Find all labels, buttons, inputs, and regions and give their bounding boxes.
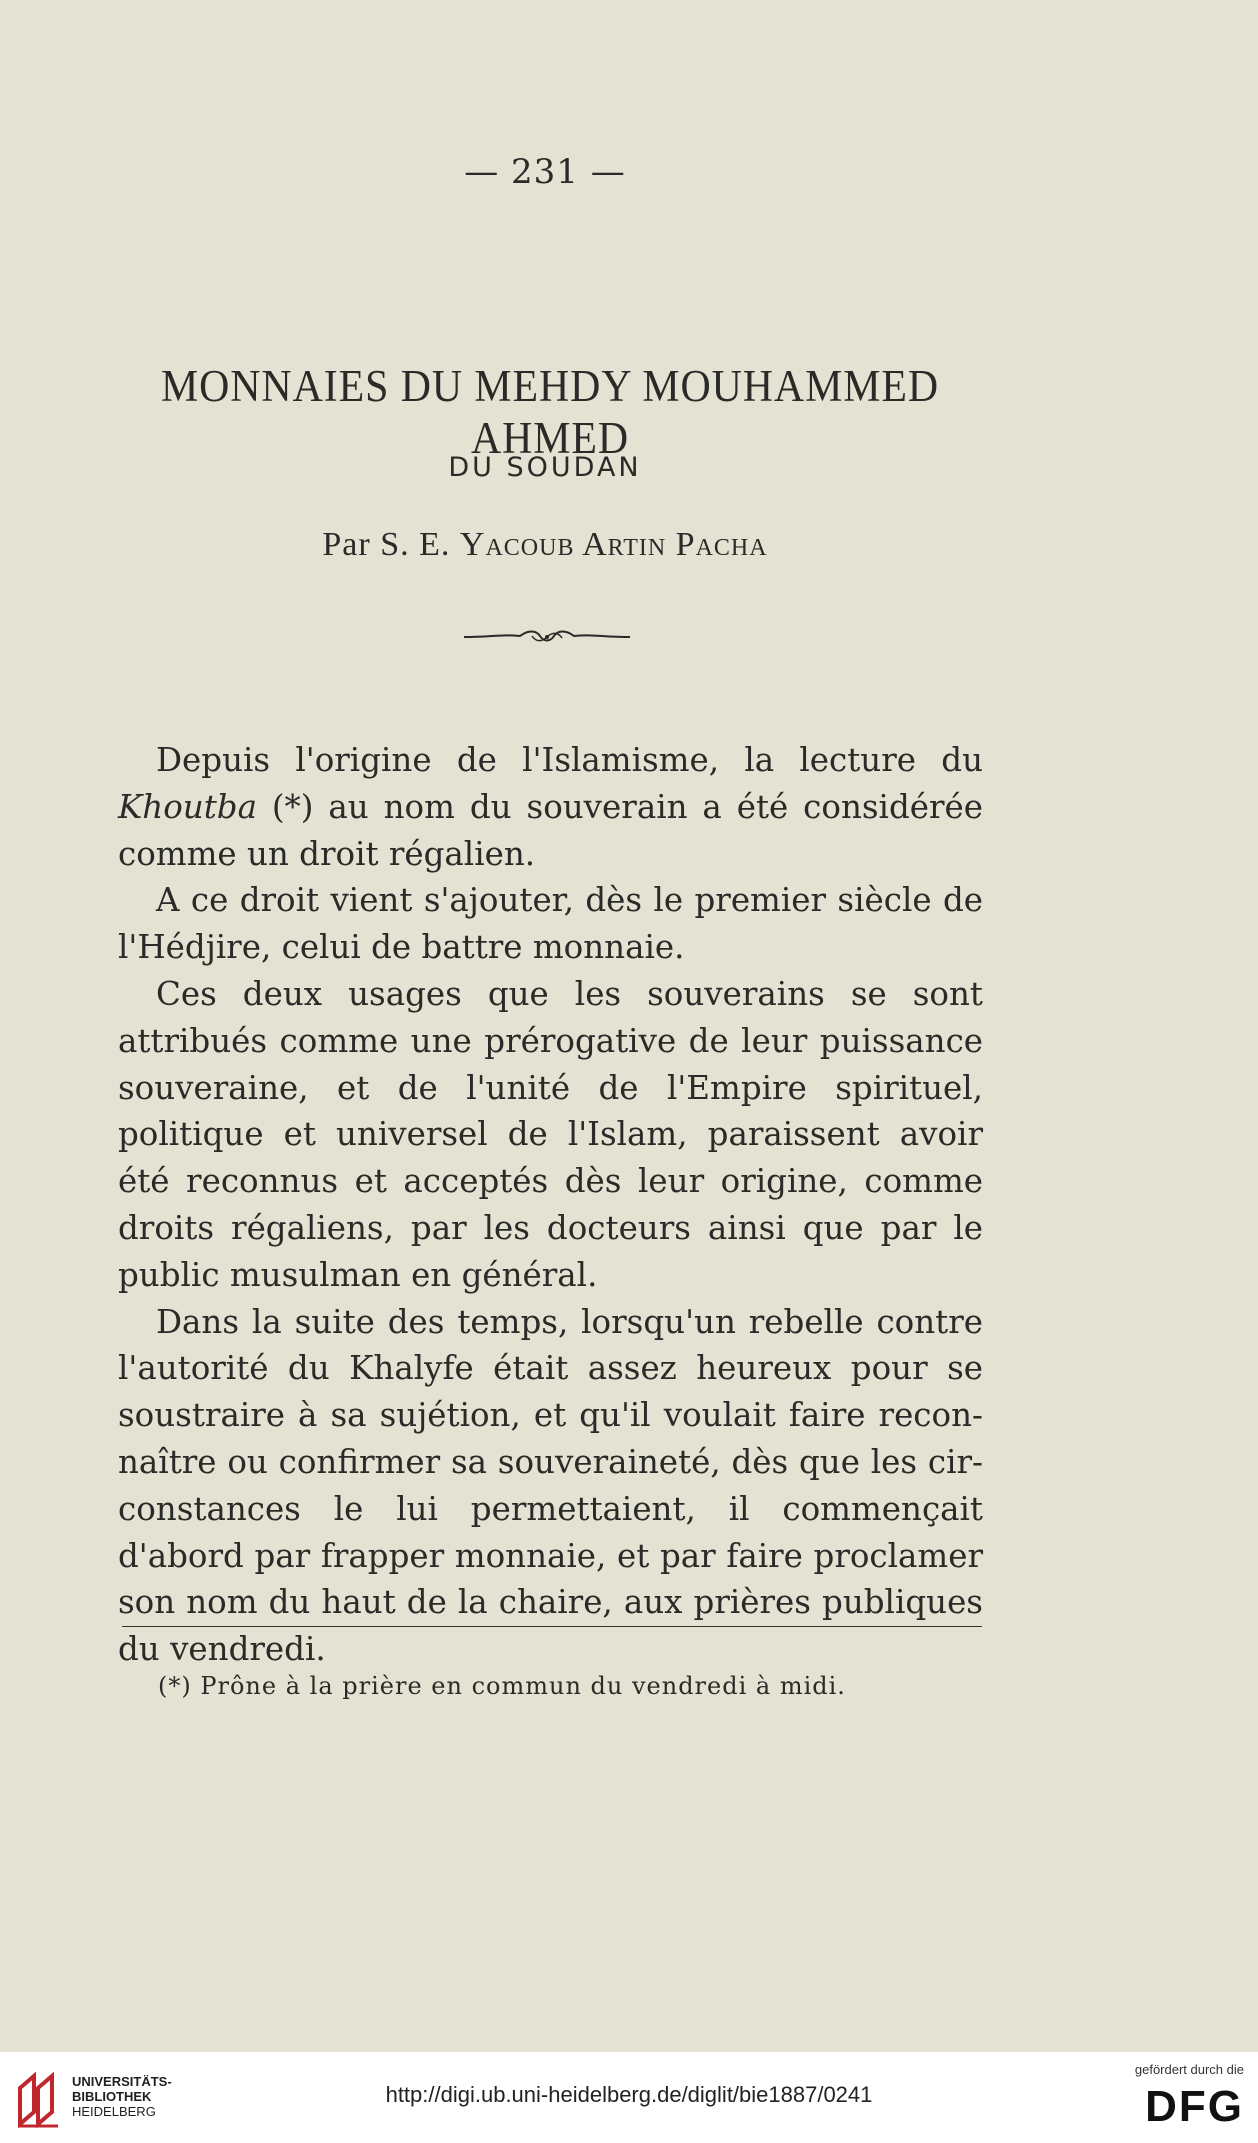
author-name: Yacoub Artin Pacha bbox=[459, 526, 768, 563]
article-subtitle: DU SOUDAN bbox=[448, 452, 642, 483]
paragraph-1-end: au nom du souverain a été considérée comme un droit régalien. bbox=[118, 787, 983, 873]
article-body bbox=[118, 737, 983, 1673]
paragraph-2: A ce droit vient s'ajouter, dès le premier siècle de l'Hédjire, celui de battre monnaie. bbox=[118, 881, 983, 967]
paragraph-4: Dans la suite des temps, lorsqu'un rebelle contre l'autorité du Khalyfe était assez heureux pour se soustraire à sa sujétion, et qu'il voulait faire reconnaître ou confirmer sa souveraineté, dès que les circonstances le lui permettaient, il commençait d'abord par frapper monnaie, et par faire proclamer son nom du haut de la chaire, aux prières publiques du vendredi. bbox=[118, 1302, 983, 1669]
paragraph-3: Ces deux usages que les souverains se sont attribués comme une prérogative de leur puissance souveraine, et de l'unité de l'Empire spirituel, politique et universel de l'Islam, paraissent avoir été reconnus et acceptés dès leur origine, comme droits régaliens, par les docteurs ainsi que par le public musulman en général. bbox=[118, 974, 983, 1294]
library-name-line3: HEIDELBERG bbox=[72, 2104, 156, 2119]
funding-caption: gefördert durch die bbox=[1134, 2062, 1244, 2077]
paragraph-1 bbox=[118, 737, 983, 877]
funding-credit bbox=[1114, 2062, 1244, 2131]
paragraph-1-italic: Khoutba bbox=[118, 787, 257, 826]
paragraph-1-start: Depuis l'origine de l'Islamisme, la lecture du bbox=[156, 741, 983, 779]
ornament-divider-icon bbox=[462, 626, 632, 648]
byline-prefix: Par S. E. bbox=[322, 526, 460, 563]
digitization-footer bbox=[0, 2052, 1258, 2143]
permalink-url[interactable]: http://digi.ub.uni-heidelberg.de/diglit/bie1887/0241 bbox=[385, 2082, 873, 2107]
article-title: MONNAIES DU MEHDY MOUHAMMED AHMED bbox=[160, 361, 940, 463]
footnote-reference[interactable]: (*) bbox=[256, 787, 314, 826]
library-name-line1: UNIVERSITÄTS- bbox=[72, 2074, 172, 2089]
page-number: — 231 — bbox=[464, 152, 626, 192]
dfg-logo: DFG bbox=[1145, 2082, 1244, 2131]
footnote-divider bbox=[122, 1626, 982, 1627]
library-name-line2: BIBLIOTHEK bbox=[72, 2089, 152, 2104]
footnote: (*) Prône à la prière en commun du vendredi à midi. bbox=[158, 1672, 846, 1700]
author-byline bbox=[0, 526, 1090, 564]
